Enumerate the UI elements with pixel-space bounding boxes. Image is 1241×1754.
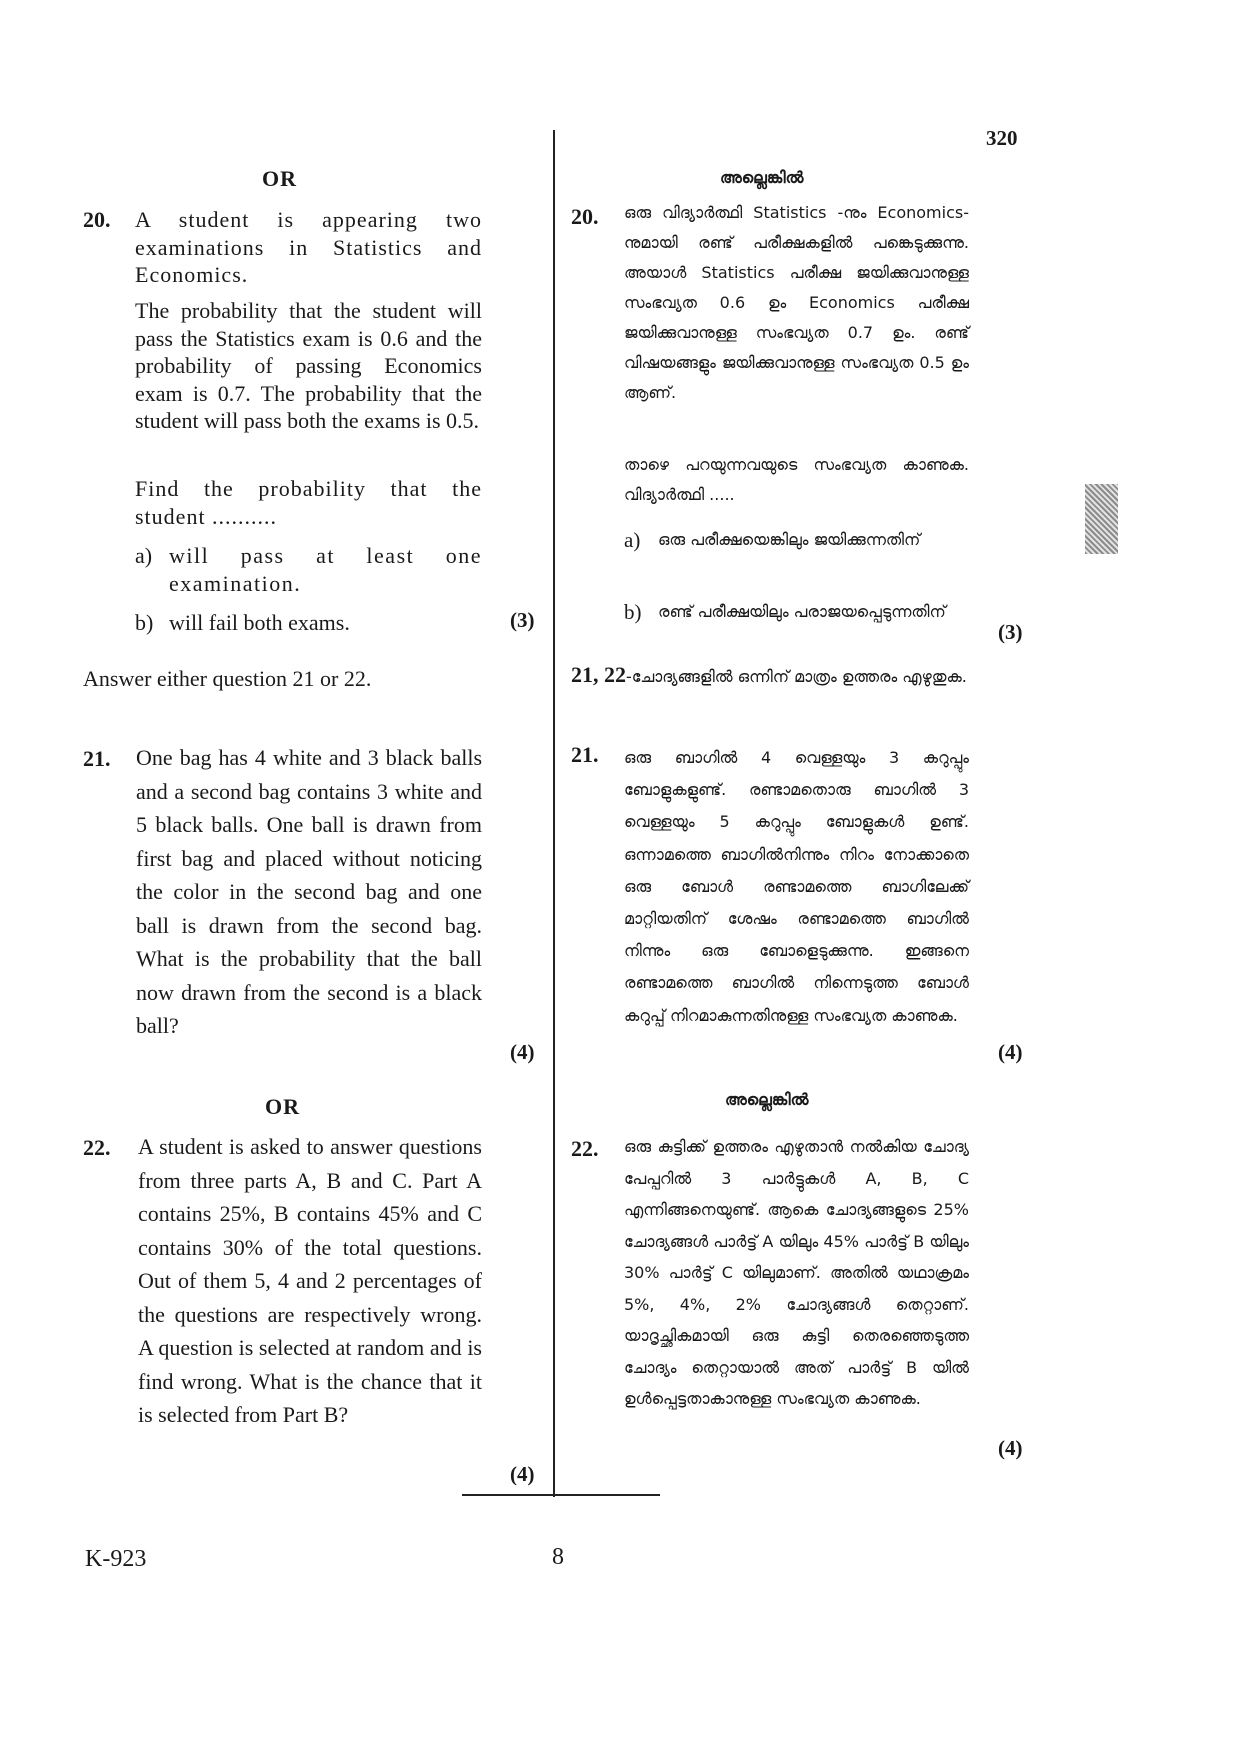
english-q20-paragraph: The probability that the student will pass the Statistics exam is 0.6 and the probability of passing Economics exam is 0.7. The probability that the student will pass both the exams is 0.5. [135,298,482,433]
english-q20-number: 20. [83,207,111,232]
column-divider [553,130,555,1497]
option-a-text: ഒരു പരീക്ഷയെങ്കിലും ജയിക്കുന്നതിന് [658,530,921,549]
page-top-number: 320 [986,126,1018,150]
instruction-question-numbers: 21, 22 [571,662,626,687]
margin-stamp [1085,484,1118,554]
english-instruction: Answer either question 21 or 22. [83,666,372,691]
malayalam-q20-option-b [624,597,969,627]
english-q20-marks: (3) [510,608,535,632]
malayalam-q20-option-a [624,525,969,555]
english-q20-option-b [135,609,482,637]
malayalam-q21-number: 21. [571,742,599,767]
english-q22-marks: (4) [510,1462,535,1486]
option-b-text: രണ്ട് പരീക്ഷയിലും പരാജയപ്പെടുന്നതിന് [658,602,946,621]
end-rule [462,1494,660,1496]
english-q20-find: Find the probability that the student .......... [135,476,482,529]
malayalam-q22-text: ഒരു കുട്ടിക്ക് ഉത്തരം എഴുതാൻ നൽകിയ ചോദ്യ പേപ്പറിൽ 3 പാർട്ടുകൾ A, B, C എന്നിങ്ങനെയുണ്ട്. ആകെ ചോദ്യങ്ങളുടെ 25% ചോദ്യങ്ങൾ പാർട്ട് A യിലും 45% പാർട്ട് B യിലും 30% പാർട്ട് C യിലുമാണ്. അതിൽ യഥാക്രമം 5%, 4%, 2% ചോദ്യങ്ങൾ തെറ്റാണ്. യാദൃച്ഛികമായി ഒരു കുട്ടി തെരഞ്ഞെടുത്ത ചോദ്യം തെറ്റായാൽ അത് പാർട്ട് B യിൽ ഉൾപ്പെട്ടതാകാനുള്ള സംഭവ്യത കാണുക. [624,1137,969,1408]
english-q20-intro: A student is appearing two examinations in Statistics and Economics. [135,207,482,287]
instruction-text: -ചോദ്യങ്ങളിൽ ഒന്നിന് മാത്രം ഉത്തരം എഴുതുക. [626,667,967,686]
malayalam-or-heading-1: അല്ലെങ്കിൽ [720,168,804,187]
english-q21-text: One bag has 4 white and 3 black balls and a second bag contains 3 white and 5 black balls. One ball is drawn from first bag and placed without noticing the color in the second bag and one ball is drawn from the second bag. What is the probability that the ball now drawn from the second is a black ball? [136,745,482,1038]
malayalam-q21-text: ഒരു ബാഗിൽ 4 വെള്ളയും 3 കറുപ്പും ബോളുകളുണ്ട്. രണ്ടാമതൊരു ബാഗിൽ 3 വെള്ളയും 5 കറുപ്പും ബോളുകൾ ഉണ്ട്. ഒന്നാമത്തെ ബാഗിൽനിന്നും നിറം നോക്കാതെ ഒരു ബോൾ രണ്ടാമത്തെ ബാഗിലേക്ക് മാറ്റിയതിന് ശേഷം രണ്ടാമത്തെ ബാഗിൽ നിന്നും ഒരു ബോളെടുക്കുന്നു. ഇങ്ങനെ രണ്ടാമത്തെ ബാഗിൽ നിന്നെടുത്ത ബോൾ കറുപ്പ് നിറമാകുന്നതിനുള്ള സംഭവ്യത കാണുക. [624,748,969,1025]
malayalam-instruction [571,660,971,692]
malayalam-q22-number: 22. [571,1136,599,1161]
english-or-heading-2: OR [265,1094,300,1119]
option-a-label: a) [135,543,153,568]
english-q21-number: 21. [83,746,111,771]
english-q20-option-a [135,542,482,597]
english-q21-marks: (4) [510,1040,535,1064]
option-a-label: a) [624,528,641,552]
english-q22-text: A student is asked to answer questions from three parts A, B and C. Part A contains 25%, B contains 45% and C contains 30% of the total questions. Out of them 5, 4 and 2 percentages of the questions are respectively wrong. A question is selected at random and is find wrong. What is the chance that it is selected from Part B? [138,1134,482,1427]
english-or-heading-1: OR [262,166,297,191]
option-a-text: will pass at least one examination. [169,543,482,596]
footer-page-number: 8 [552,1544,564,1570]
malayalam-q20-find: താഴെ പറയുന്നവയുടെ സംഭവ്യത കാണുക. വിദ്യാർത്ഥി ..... [624,455,969,504]
malayalam-or-heading-2: അല്ലെങ്കിൽ [725,1090,809,1109]
option-b-text: will fail both exams. [169,610,350,635]
footer-code: K-923 [85,1546,147,1572]
english-q22-number: 22. [83,1135,111,1160]
malayalam-q21-marks: (4) [998,1040,1023,1064]
option-b-label: b) [624,600,642,624]
malayalam-q20-number: 20. [571,204,599,229]
malayalam-q20-intro: ഒരു വിദ്യാർത്ഥി Statistics -നും Economics-നുമായി രണ്ട് പരീക്ഷകളിൽ പങ്കെടുക്കുന്നു. അയാൾ Statistics പരീക്ഷ ജയിക്കുവാനുള്ള സംഭവ്യത 0.6 ഉം Economics പരീക്ഷ ജയിക്കുവാനുള്ള സംഭവ്യത 0.7 ഉം. രണ്ട് വിഷയങ്ങളും ജയിക്കുവാനുള്ള സംഭവ്യത 0.5 ഉം ആണ്. [624,203,969,402]
option-b-label: b) [135,610,154,635]
malayalam-q22-marks: (4) [998,1436,1023,1460]
malayalam-q20-marks: (3) [998,620,1023,644]
